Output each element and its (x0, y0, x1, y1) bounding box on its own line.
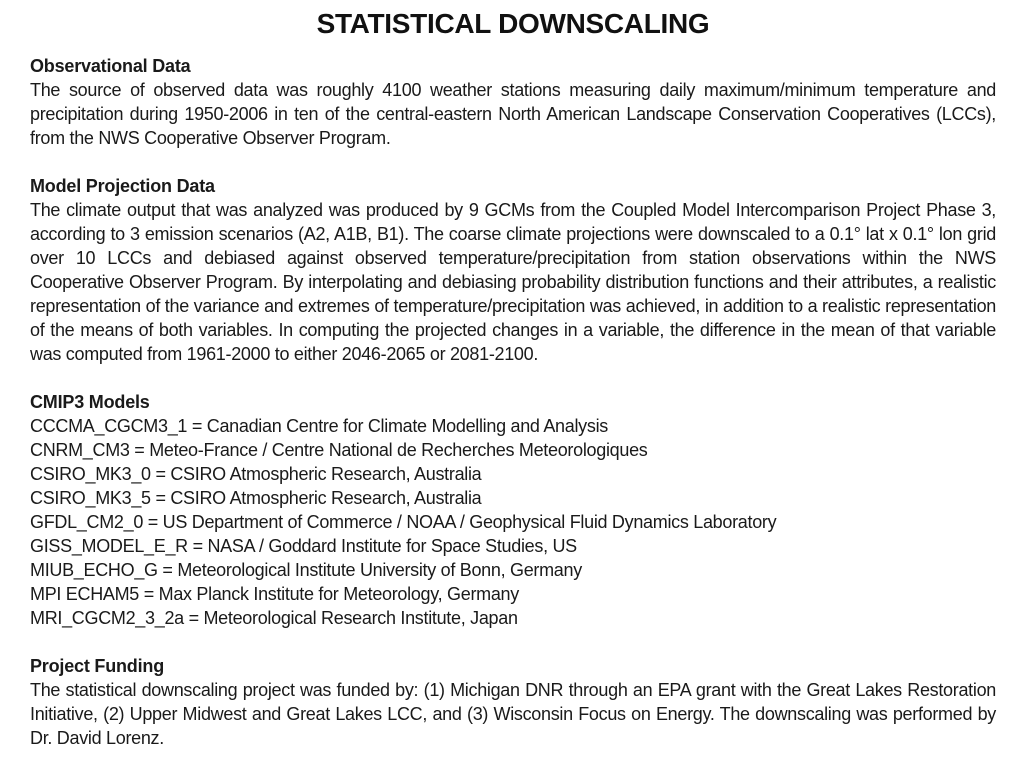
project-funding-body: The statistical downscaling project was funded by: (1) Michigan DNR through an EPA grant with the Great Lakes Restoration Initiative, (2) Upper Midwest and Great Lakes LCC, and (3) Wisconsin Focus on Energy. The downscaling was performed by Dr. David Lorenz. (30, 680, 996, 748)
model-list-item-miub-echo-g: MIUB_ECHO_G = Meteorological Institute University of Bonn, Germany (30, 560, 582, 580)
section-model-projection-data (30, 174, 996, 366)
model-projection-data-body: The climate output that was analyzed was produced by 9 GCMs from the Coupled Model Intercomparison Project Phase 3, according to 3 emission scenarios (A2, A1B, B1). The coarse climate projections were downscaled to a 0.1° lat x 0.1° lon grid over 10 LCCs and debiased against observed temperature/precipitation from station observations within the NWS Cooperative Observer Program. By interpolating and debiasing probability distribution functions and their attributes, a realistic representation of the variance and extremes of temperature/precipitation was achieved, in addition to a realistic representation of the means of both variables. In computing the projected changes in a variable, the difference in the mean of that variable was computed from 1961-2000 to either 2046-2065 or 2081-2100. (30, 200, 996, 364)
model-list-item-giss-model-e-r: GISS_MODEL_E_R = NASA / Goddard Institute for Space Studies, US (30, 536, 577, 556)
slide-title: STATISTICAL DOWNSCALING (316, 8, 710, 39)
model-list-item-cnrm-cm3: CNRM_CM3 = Meteo-France / Centre National de Recherches Meteorologiques (30, 440, 648, 460)
model-list-item-mri-cgcm2-3-2a: MRI_CGCM2_3_2a = Meteorological Research Institute, Japan (30, 608, 518, 628)
section-project-funding (30, 654, 996, 750)
model-projection-data-heading: Model Projection Data (30, 176, 215, 196)
cmip3-models-heading: CMIP3 Models (30, 392, 150, 412)
model-list-item-mpi-echam5: MPI ECHAM5 = Max Planck Institute for Meteorology, Germany (30, 584, 519, 604)
model-list-item-cccma-cgcm3-1: CCCMA_CGCM3_1 = Canadian Centre for Climate Modelling and Analysis (30, 416, 608, 436)
section-cmip3-models (30, 390, 996, 630)
project-funding-heading: Project Funding (30, 656, 164, 676)
observational-data-heading: Observational Data (30, 56, 191, 76)
section-observational-data (30, 54, 996, 150)
model-list-item-csiro-mk3-0: CSIRO_MK3_0 = CSIRO Atmospheric Research, Australia (30, 464, 482, 484)
model-list-item-gfdl-cm2-0: GFDL_CM2_0 = US Department of Commerce / NOAA / Geophysical Fluid Dynamics Laboratory (30, 512, 777, 532)
model-list-item-csiro-mk3-5: CSIRO_MK3_5 = CSIRO Atmospheric Research, Australia (30, 488, 482, 508)
observational-data-body: The source of observed data was roughly 4100 weather stations measuring daily maximum/minimum temperature and precipitation during 1950-2006 in ten of the central-eastern North American Landscape Conservation Cooperatives (LCCs), from the NWS Cooperative Observer Program. (30, 80, 996, 148)
